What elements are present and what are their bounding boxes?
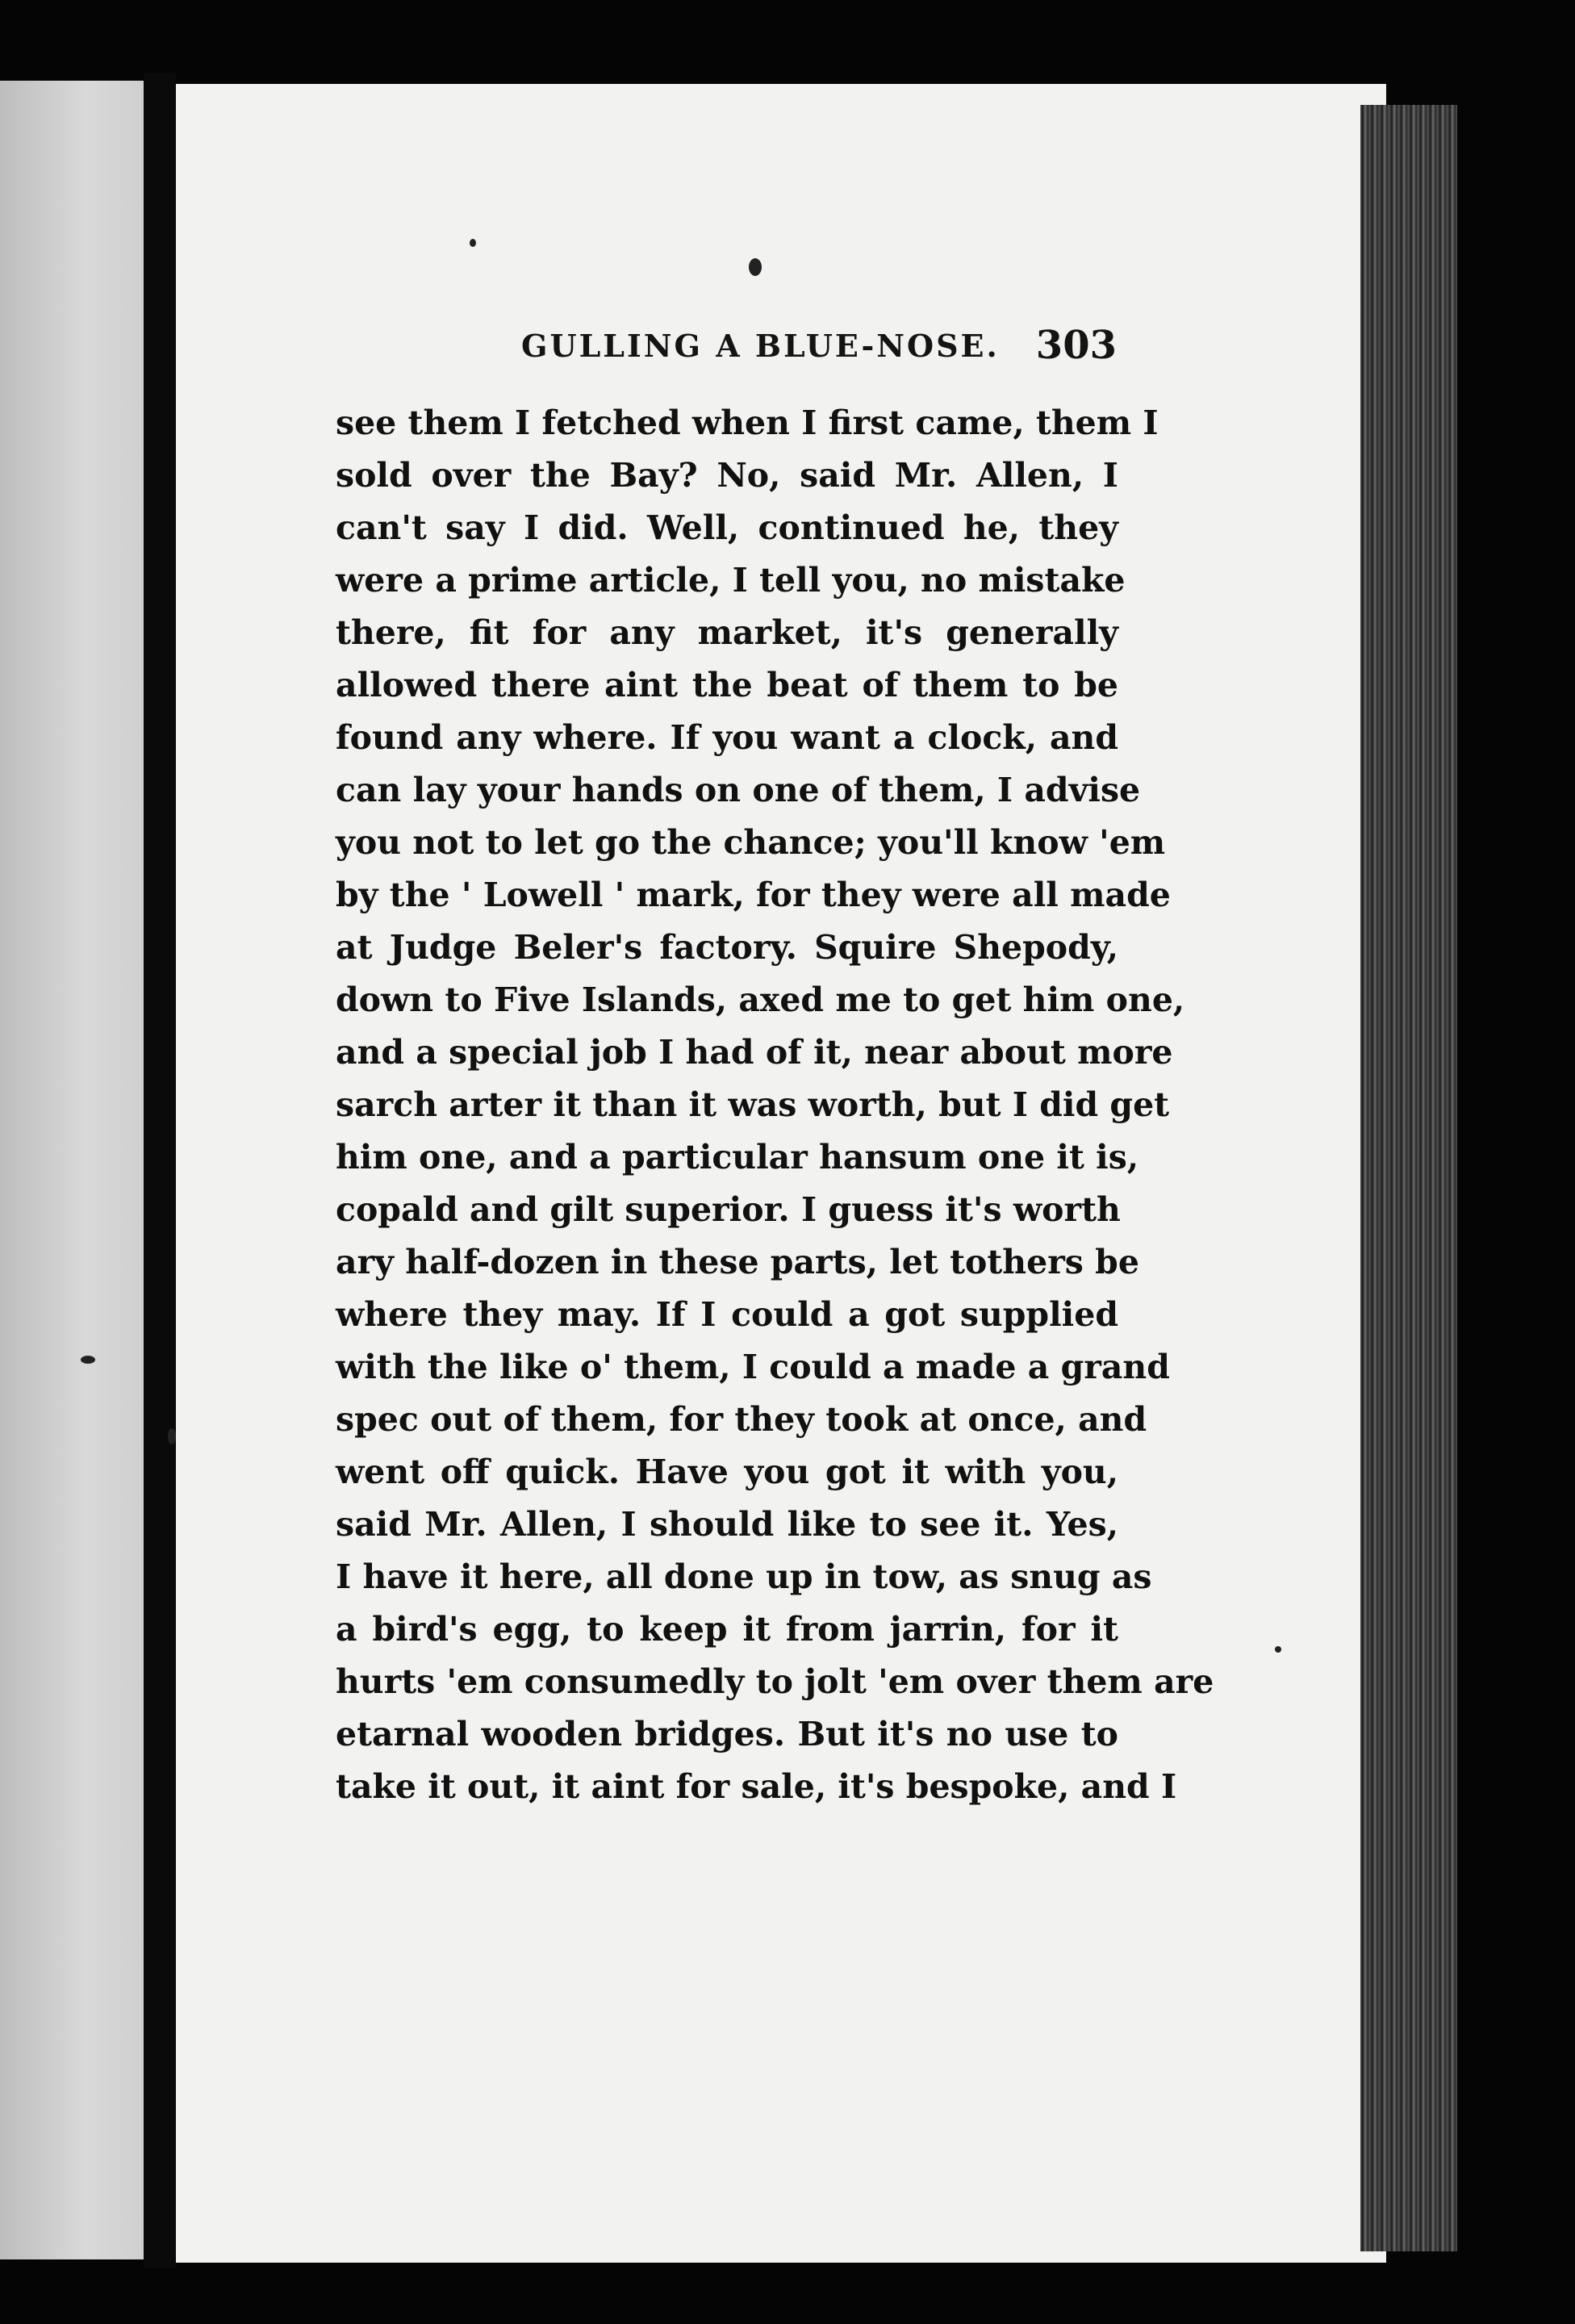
text-line: a bird's egg, to keep it from jarrin, for it — [336, 1610, 1118, 1649]
text-line: can't say I did. Well, continued he, they — [336, 508, 1118, 547]
text-line: allowed there aint the beat of them to be — [336, 666, 1118, 704]
text-line: him one, and a particular hansum one it is, — [336, 1138, 1139, 1177]
text-line: said Mr. Allen, I should like to see it. Yes, — [336, 1505, 1118, 1544]
scan-speck — [168, 1428, 176, 1444]
text-line: there, fit for any market, it's generally — [336, 613, 1118, 652]
text-line: etarnal wooden bridges. But it's no use to — [336, 1715, 1118, 1753]
text-line: copald and gilt superior. I guess it's worth — [336, 1190, 1121, 1229]
text-line: I have it here, all done up in tow, as snug as — [336, 1557, 1152, 1596]
text-line: down to Five Islands, axed me to get him one, — [336, 980, 1185, 1019]
text-line: were a prime article, I tell you, no mistake — [336, 561, 1126, 600]
facing-page-edge — [0, 81, 144, 2259]
text-line: see them I fetched when I first came, them I — [336, 403, 1159, 442]
book-gutter — [144, 73, 176, 2268]
text-line: and a special job I had of it, near about more — [336, 1033, 1173, 1072]
text-line: take it out, it aint for sale, it's bespoke, and I — [336, 1767, 1177, 1806]
running-head: GULLING A BLUE-NOSE. — [521, 328, 1000, 364]
text-line: at Judge Beler's factory. Squire Shepody, — [336, 928, 1118, 967]
text-line: can lay your hands on one of them, I advise — [336, 771, 1141, 809]
text-line: by the ' Lowell ' mark, for they were all made — [336, 876, 1171, 914]
scan-speck — [81, 1356, 95, 1364]
scan-speck — [749, 258, 762, 276]
page-number: 303 — [1035, 323, 1117, 368]
text-line: with the like o' them, I could a made a grand — [336, 1348, 1170, 1386]
page-stack-edge — [1360, 105, 1457, 2251]
text-line: where they may. If I could a got supplied — [336, 1295, 1118, 1334]
text-line: ary half-dozen in these parts, let tothers be — [336, 1243, 1139, 1281]
page-header — [521, 323, 1117, 371]
text-line: sold over the Bay? No, said Mr. Allen, I — [336, 456, 1118, 495]
scan-speck — [1275, 1646, 1281, 1653]
text-line: found any where. If you want a clock, and — [336, 718, 1118, 757]
text-line: you not to let go the chance; you'll know 'em — [336, 823, 1166, 862]
text-line: went off quick. Have you got it with you, — [336, 1452, 1118, 1491]
text-line: sarch arter it than it was worth, but I did get — [336, 1085, 1170, 1124]
scan-speck — [470, 239, 476, 247]
text-line: spec out of them, for they took at once, and — [336, 1400, 1147, 1439]
body-text — [336, 397, 1214, 1813]
text-line: hurts 'em consumedly to jolt 'em over them are — [336, 1662, 1214, 1701]
